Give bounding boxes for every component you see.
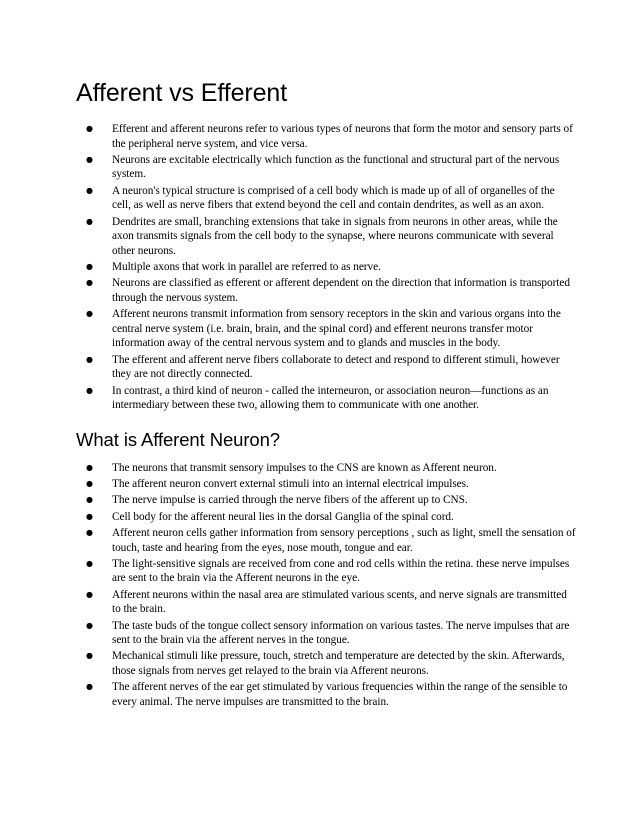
list-item-text: The light-sensitive signals are received from cone and rod cells within the retina. these nerve impulses are sent to the brain via the Afferent neurons in the eye. <box>112 557 570 585</box>
list-item-text: Afferent neuron cells gather information from sensory perceptions , such as light, smell the sensation of touch, taste and hearing from the eyes, nose mouth, tongue and ear. <box>112 526 576 554</box>
bullet-icon: ● <box>86 385 93 395</box>
list-item <box>76 680 576 709</box>
list-item-text: Afferent neurons within the nasal area are stimulated various scents, and nerve signals are transmitted to the brain. <box>112 588 567 616</box>
list-item <box>76 260 576 275</box>
list-item-text: In contrast, a third kind of neuron - called the interneuron, or association neuron—functions as an intermediary between these two, allowing them to communicate with one another. <box>112 384 549 412</box>
list-item <box>76 526 576 555</box>
bullet-icon: ● <box>86 495 93 505</box>
list-item <box>76 649 576 678</box>
list-item <box>76 276 576 305</box>
bullet-icon: ● <box>86 620 93 630</box>
list-item <box>76 307 576 351</box>
bullet-icon: ● <box>86 262 93 272</box>
section2-list <box>76 461 576 710</box>
bullet-icon: ● <box>86 682 93 692</box>
list-item <box>76 215 576 259</box>
bullet-icon: ● <box>86 462 93 472</box>
list-item-text: Afferent neurons transmit information from sensory receptors in the skin and various organs into the central nerve system (i.e. brain, brain, and the spinal cord) and efferent neurons transfer motor information away of the central nervous system and to glands and muscles in the body. <box>112 308 561 350</box>
bullet-icon: ● <box>86 651 93 661</box>
bullet-icon: ● <box>86 511 93 521</box>
list-item-text: The nerve impulse is carried through the nerve fibers of the afferent up to CNS. <box>112 494 468 507</box>
list-item-text: The taste buds of the tongue collect sensory information on various tastes. The nerve impulses that are sent to the brain via the afferent nerves in the tongue. <box>112 619 570 647</box>
list-item <box>76 510 576 525</box>
bullet-icon: ● <box>86 354 93 364</box>
list-item-text: The afferent neuron convert external stimuli into an internal electrical impulses. <box>112 478 469 491</box>
list-item-text: Dendrites are small, branching extensions that take in signals from neurons in other areas, while the axon transmits signals from the cell body to the synapse, where neurons communicate with several other neurons. <box>112 215 558 257</box>
bullet-icon: ● <box>86 216 93 226</box>
bullet-icon: ● <box>86 154 93 164</box>
list-item <box>76 384 576 413</box>
bullet-icon: ● <box>86 558 93 568</box>
section1-list <box>76 122 576 413</box>
list-item-text: A neuron's typical structure is comprised of a cell body which is made up of all of organelles of the cell, as well as nerve fibers that extend beyond the cell and contain dendrites, as well as an axon. <box>112 184 555 212</box>
list-item <box>76 557 576 586</box>
section-heading: What is Afferent Neuron? <box>76 428 280 450</box>
list-item-text: Cell body for the afferent neural lies in the dorsal Ganglia of the spinal cord. <box>112 510 454 523</box>
list-item-text: Mechanical stimuli like pressure, touch, stretch and temperature are detected by the skin. Afterwards, those signals from nerves get relayed to the brain via Afferent neurons. <box>112 650 565 677</box>
list-item <box>76 184 576 213</box>
list-item <box>76 122 576 151</box>
list-item <box>76 619 576 648</box>
bullet-icon: ● <box>86 278 93 288</box>
list-item <box>76 153 576 182</box>
list-item-text: The neurons that transmit sensory impulses to the CNS are known as Afferent neuron. <box>112 461 497 474</box>
list-item-text: The afferent nerves of the ear get stimulated by various frequencies within the range of the sensible to every animal. The nerve impulses are transmitted to the brain. <box>112 681 568 708</box>
list-item-text: Multiple axons that work in parallel are referred to as nerve. <box>112 261 381 274</box>
list-item-text: Neurons are classified as efferent or afferent dependent on the direction that information is transported through the nervous system. <box>112 277 570 304</box>
page-title: Afferent vs Efferent <box>76 79 288 107</box>
bullet-icon: ● <box>86 589 93 599</box>
bullet-icon: ● <box>86 309 93 319</box>
bullet-icon: ● <box>86 124 93 133</box>
bullet-icon: ● <box>86 185 93 195</box>
list-item <box>76 461 576 476</box>
bullet-icon: ● <box>86 527 93 537</box>
list-item <box>76 353 576 382</box>
document-body <box>76 78 576 711</box>
list-item <box>76 588 576 617</box>
bullet-icon: ● <box>86 479 93 489</box>
list-item-text: Neurons are excitable electrically which function as the functional and structural part of the nervous system. <box>112 153 560 181</box>
list-item <box>76 493 576 508</box>
list-item <box>76 477 576 492</box>
list-item-text: The efferent and afferent nerve fibers collaborate to detect and respond to different stimuli, however they are not directly connected. <box>112 353 560 381</box>
list-item-text: Efferent and afferent neurons refer to various types of neurons that form the motor and sensory parts of the peripheral nerve system, and vice versa. <box>112 123 573 150</box>
